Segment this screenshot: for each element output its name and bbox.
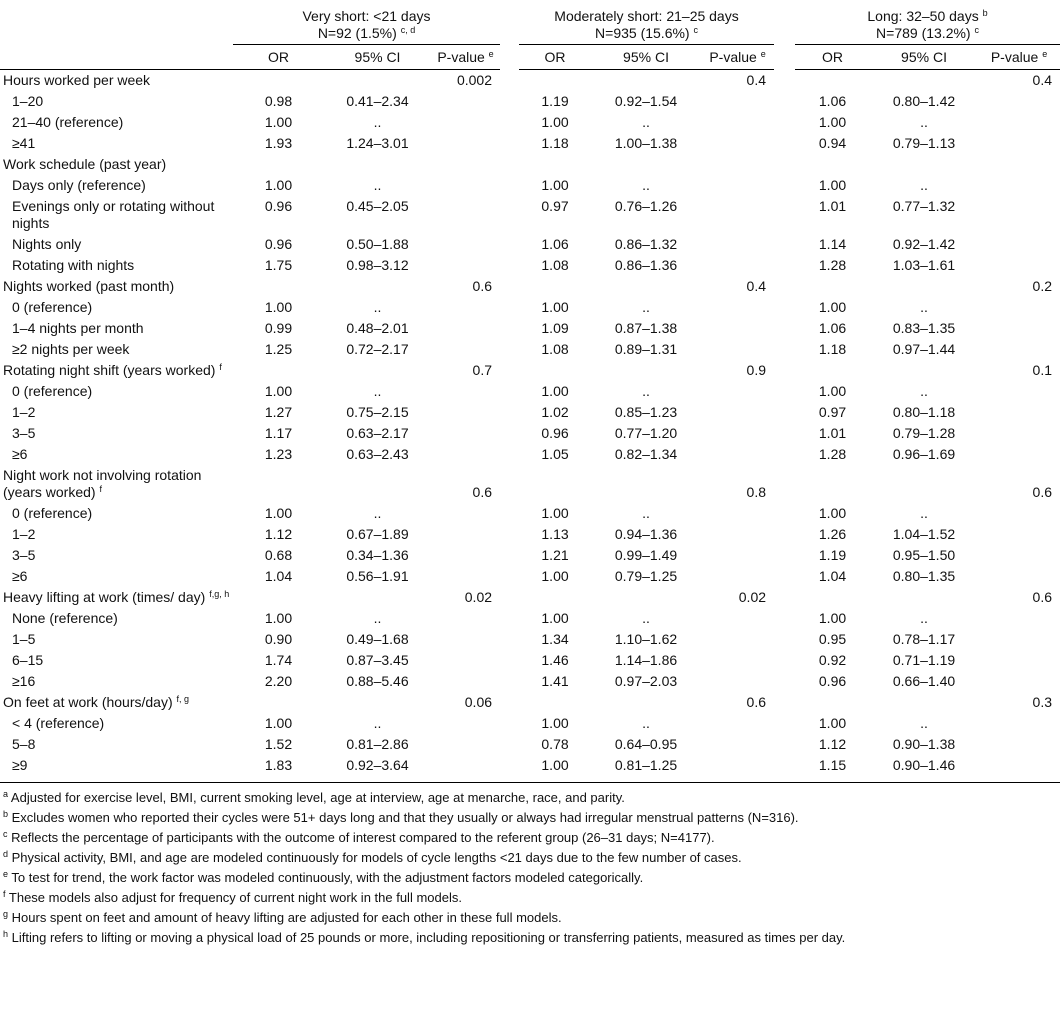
p-value-cell: 0.6 [1032, 589, 1053, 605]
p-value-cell: 0.4 [746, 72, 767, 88]
ci-cell: 1.04–1.52 [892, 526, 956, 542]
or-cell: 0.97 [818, 404, 847, 420]
or-cell: 1.28 [818, 446, 847, 462]
or-cell: 0.96 [818, 673, 847, 689]
footnote [3, 928, 1060, 948]
ci-cell: 0.87–1.38 [614, 320, 678, 336]
ci-cell: 0.79–1.28 [892, 425, 956, 441]
ci-cell: .. [373, 114, 382, 130]
ci-cell: 0.92–1.54 [614, 93, 678, 109]
ci-cell: 0.90–1.38 [892, 736, 956, 752]
or-cell: 1.05 [541, 446, 569, 462]
p-value-cell: 0.6 [1032, 484, 1053, 500]
footnote-letter: e [3, 869, 9, 879]
footnote-letter: g [3, 909, 9, 919]
table-row [0, 196, 1060, 234]
or-cell: 1.15 [818, 757, 847, 773]
col-header-or: OR [233, 45, 324, 70]
table-row [0, 381, 1060, 402]
table-row [0, 423, 1060, 444]
ci-cell: 0.66–1.40 [892, 673, 956, 689]
table-row [0, 91, 1060, 112]
or-cell: 1.06 [818, 93, 847, 109]
or-cell: 1.00 [541, 114, 569, 130]
ci-cell: 0.45–2.05 [346, 198, 409, 214]
ci-cell: .. [642, 505, 650, 521]
ci-cell: 0.92–3.64 [346, 757, 409, 773]
p-value-cell [701, 154, 774, 175]
ci-cell: 0.96–1.69 [892, 446, 956, 462]
or-cell: 1.01 [818, 425, 847, 441]
or-cell: 1.46 [541, 652, 569, 668]
row-label: 1–20 [12, 93, 44, 109]
footnote [3, 848, 1060, 868]
or-cell: 1.18 [541, 135, 569, 151]
table-row [0, 608, 1060, 629]
ci-cell: .. [373, 383, 382, 399]
or-cell: 2.20 [264, 673, 293, 689]
ci-cell: 0.95–1.50 [892, 547, 956, 563]
table-row [0, 175, 1060, 196]
row-label: ≥6 [12, 568, 28, 584]
footnote-letter: b [3, 809, 9, 819]
p-value-cell: 0.002 [456, 72, 493, 88]
or-cell: 1.00 [264, 715, 293, 731]
or-cell: 1.00 [541, 715, 569, 731]
or-cell: 1.12 [818, 736, 847, 752]
group-n-footnote-mark: c [693, 25, 698, 35]
category-row [0, 276, 1060, 297]
footnote-text: To test for trend, the work factor was modeled continuously, with the adjustment factors modeled categorically. [11, 870, 644, 885]
col-header-ci: 95% CI [591, 45, 701, 70]
or-cell: 1.74 [264, 652, 293, 668]
p-value-cell: 0.6 [746, 694, 767, 710]
table-row [0, 255, 1060, 276]
table-row [0, 297, 1060, 318]
category-row [0, 465, 1060, 503]
category-label: Rotating night shift (years worked) $^f$ [3, 362, 222, 378]
ci-cell: 0.78–1.17 [892, 631, 956, 647]
footnote-text: Hours spent on feet and amount of heavy lifting are adjusted for each other in these full models. [11, 910, 562, 925]
ci-cell: .. [642, 114, 650, 130]
or-cell: 1.04 [818, 568, 847, 584]
or-cell: 1.12 [264, 526, 293, 542]
row-label: 0 (reference) [12, 505, 93, 521]
footnote-letter: h [3, 929, 9, 939]
ci-cell: .. [920, 383, 928, 399]
col-header-ci: 95% CI [870, 45, 978, 70]
footnote-text: Excludes women who reported their cycles were 51+ days long and that they usually or always had irregular menstrual patterns (N=316). [11, 810, 799, 825]
row-label: 5–8 [12, 736, 36, 752]
or-cell: 1.17 [264, 425, 293, 441]
or-cell: 1.23 [264, 446, 293, 462]
category-label: Nights worked (past month) [3, 278, 175, 294]
or-cell: 1.21 [541, 547, 569, 563]
or-cell: 0.98 [264, 93, 293, 109]
or-cell: 1.75 [264, 257, 293, 273]
or-cell: 1.00 [264, 610, 293, 626]
or-cell: 1.41 [541, 673, 569, 689]
ci-cell: 0.79–1.25 [614, 568, 678, 584]
table-row [0, 755, 1060, 780]
p-value-cell: 0.9 [746, 362, 767, 378]
ci-cell: 0.80–1.42 [892, 93, 956, 109]
or-cell: 1.00 [818, 505, 847, 521]
or-cell: 1.04 [264, 568, 293, 584]
row-label: ≥41 [12, 135, 36, 151]
group-header-blank [0, 8, 233, 45]
ci-cell: .. [642, 383, 650, 399]
footnote-mark: f,g, h [209, 589, 230, 599]
p-value-cell: 0.4 [1032, 72, 1053, 88]
ci-cell: 0.83–1.35 [892, 320, 956, 336]
group-n-footnote-mark: c, d [400, 25, 416, 35]
p-value-cell [431, 154, 500, 175]
table-row [0, 671, 1060, 692]
row-label: ≥2 nights per week [12, 341, 130, 357]
p-value-cell: 0.02 [738, 589, 767, 605]
or-cell: 1.06 [818, 320, 847, 336]
ci-cell: .. [920, 114, 928, 130]
footnote-letter: d [3, 849, 9, 859]
footnote [3, 788, 1060, 808]
or-cell: 1.28 [818, 257, 847, 273]
or-cell: 0.96 [264, 236, 293, 252]
ci-cell: 0.99–1.49 [614, 547, 678, 563]
row-label: Rotating with nights [12, 257, 135, 273]
col-header-or: OR [795, 45, 870, 70]
p-value-cell: 0.8 [746, 484, 767, 500]
or-cell: 1.19 [818, 547, 847, 563]
ci-cell: 0.49–1.68 [346, 631, 409, 647]
group-title: Moderately short: 21–25 days [554, 8, 739, 24]
ci-cell: .. [642, 299, 650, 315]
category-label: Night work not involving rotation (years worked) $^f$ [3, 467, 202, 500]
or-cell: 1.00 [541, 757, 569, 773]
or-cell: 1.14 [818, 236, 847, 252]
or-cell: 1.00 [541, 299, 569, 315]
ci-cell: 0.41–2.34 [346, 93, 409, 109]
ci-cell: 1.00–1.38 [614, 135, 678, 151]
ci-cell: 0.82–1.34 [614, 446, 678, 462]
row-label: 21–40 (reference) [12, 114, 124, 130]
or-cell: 0.78 [541, 736, 569, 752]
p-value-cell: 0.6 [472, 278, 493, 294]
ci-cell: 0.92–1.42 [892, 236, 956, 252]
ci-cell: .. [920, 177, 928, 193]
group-title: Very short: <21 days [302, 8, 431, 24]
ci-cell: 0.80–1.18 [892, 404, 956, 420]
group-header-moderately-short [519, 8, 774, 45]
ci-cell: 0.64–0.95 [614, 736, 678, 752]
p-value-cell: 0.2 [1032, 278, 1053, 294]
row-label: 1–2 [12, 404, 36, 420]
row-label: 1–2 [12, 526, 36, 542]
or-cell: 1.18 [818, 341, 847, 357]
p-value-cell: 0.06 [464, 694, 493, 710]
ci-cell: 0.90–1.46 [892, 757, 956, 773]
or-cell: 0.96 [264, 198, 293, 214]
row-label: < 4 (reference) [12, 715, 105, 731]
or-cell: 0.96 [541, 425, 569, 441]
table-row [0, 545, 1060, 566]
row-label: 0 (reference) [12, 383, 93, 399]
category-label: Hours worked per week [3, 72, 151, 88]
or-cell: 0.99 [264, 320, 293, 336]
ci-cell: .. [920, 610, 928, 626]
table-body [0, 70, 1060, 781]
table-row [0, 503, 1060, 524]
or-cell: 0.97 [541, 198, 569, 214]
ci-cell: 0.80–1.35 [892, 568, 956, 584]
ci-cell: 0.81–1.25 [614, 757, 678, 773]
or-cell: 1.00 [818, 383, 847, 399]
col-header-or: OR [519, 45, 591, 70]
or-cell: 1.06 [541, 236, 569, 252]
ci-cell: 0.34–1.36 [346, 547, 409, 563]
ci-cell: 0.77–1.32 [892, 198, 956, 214]
or-cell: 1.01 [818, 198, 847, 214]
table-row [0, 566, 1060, 587]
or-cell: 1.52 [264, 736, 293, 752]
table-row [0, 234, 1060, 255]
table-row [0, 133, 1060, 154]
p-value-cell: 0.4 [746, 278, 767, 294]
table-row [0, 339, 1060, 360]
or-cell: 1.00 [264, 505, 293, 521]
ci-cell: 0.94–1.36 [614, 526, 678, 542]
row-label: 1–5 [12, 631, 36, 647]
category-row [0, 587, 1060, 608]
or-cell: 1.13 [541, 526, 569, 542]
footnote-text: Reflects the percentage of participants with the outcome of interest compared to the referent group (26–31 days; N=4177). [11, 830, 715, 845]
footnote-text: Physical activity, BMI, and age are modeled continuously for models of cycle lengths <21 days due to the few number of cases. [11, 850, 742, 865]
or-cell: 1.93 [264, 135, 293, 151]
ci-cell: 0.97–2.03 [614, 673, 678, 689]
or-cell: 1.09 [541, 320, 569, 336]
ci-cell: .. [920, 715, 928, 731]
or-cell: 1.00 [541, 505, 569, 521]
ci-cell: 0.75–2.15 [346, 404, 409, 420]
or-cell: 1.19 [541, 93, 569, 109]
ci-cell: 0.63–2.17 [346, 425, 409, 441]
group-n: N=935 (15.6%) [595, 25, 690, 41]
or-cell: 1.08 [541, 341, 569, 357]
or-cell: 1.00 [541, 610, 569, 626]
or-cell: 0.68 [264, 547, 293, 563]
col-header-p: P-value $^e$ [978, 45, 1060, 70]
category-row [0, 154, 1060, 175]
ci-cell: 0.81–2.86 [346, 736, 409, 752]
category-label: On feet at work (hours/day) $^{f, g}$ [3, 694, 190, 710]
ci-cell: 0.76–1.26 [614, 198, 678, 214]
group-header-long [795, 8, 1060, 45]
or-cell: 1.25 [264, 341, 293, 357]
ci-cell: .. [373, 610, 382, 626]
or-cell: 1.83 [264, 757, 293, 773]
or-cell: 1.00 [818, 715, 847, 731]
col-header-ci: 95% CI [324, 45, 431, 70]
ci-cell: 0.98–3.12 [346, 257, 409, 273]
row-label: Nights only [12, 236, 82, 252]
ci-cell: .. [373, 177, 382, 193]
results-table [0, 8, 1060, 780]
p-value-cell: 0.02 [464, 589, 493, 605]
ci-cell: 0.86–1.32 [614, 236, 678, 252]
ci-cell: 0.85–1.23 [614, 404, 678, 420]
group-n: N=789 (13.2%) [876, 25, 971, 41]
row-label: ≥6 [12, 446, 28, 462]
table-row [0, 318, 1060, 339]
row-label: Days only (reference) [12, 177, 146, 193]
table-row [0, 402, 1060, 423]
ci-cell: 1.03–1.61 [892, 257, 956, 273]
ci-cell: 0.87–3.45 [346, 652, 409, 668]
row-label: ≥9 [12, 757, 28, 773]
ci-cell: .. [920, 505, 928, 521]
or-cell: 1.34 [541, 631, 569, 647]
row-label: 1–4 nights per month [12, 320, 144, 336]
row-label: ≥16 [12, 673, 36, 689]
or-cell: 0.94 [818, 135, 847, 151]
ci-cell: 0.50–1.88 [346, 236, 409, 252]
or-cell: 1.00 [818, 299, 847, 315]
ci-cell: 1.10–1.62 [614, 631, 678, 647]
col-header-p: P-value $^e$ [701, 45, 774, 70]
group-n-footnote-mark: c [974, 25, 979, 35]
or-cell: 1.00 [818, 177, 847, 193]
ci-cell: 0.86–1.36 [614, 257, 678, 273]
ci-cell: .. [642, 610, 650, 626]
row-label: 6–15 [12, 652, 44, 668]
ci-cell: .. [642, 715, 650, 731]
category-label: Heavy lifting at work (times/ day) $^{f,g, h}$ [3, 589, 230, 605]
footnote-text: These models also adjust for frequency of current night work in the full models. [8, 890, 462, 905]
row-label: Evenings only or rotating without nights [12, 198, 215, 231]
category-row [0, 70, 1060, 92]
table-row [0, 629, 1060, 650]
ci-cell: 1.24–3.01 [346, 135, 409, 151]
table-row [0, 112, 1060, 133]
group-header-row [0, 8, 1060, 45]
ci-cell: 0.71–1.19 [892, 652, 956, 668]
footnote-mark: f [99, 484, 102, 494]
ci-cell: .. [373, 299, 382, 315]
or-cell: 1.00 [264, 383, 293, 399]
p-value-cell: 0.7 [472, 362, 493, 378]
table-row [0, 650, 1060, 671]
row-label: 3–5 [12, 547, 36, 563]
ci-cell: .. [920, 299, 928, 315]
footnotes [0, 782, 1060, 948]
row-label: 3–5 [12, 425, 36, 441]
or-cell: 1.27 [264, 404, 293, 420]
footnote [3, 808, 1060, 828]
or-cell: 1.26 [818, 526, 847, 542]
ci-cell: 0.88–5.46 [346, 673, 409, 689]
footnote-mark: f, g [176, 694, 190, 704]
p-value-cell: 0.3 [1032, 694, 1053, 710]
table-row [0, 444, 1060, 465]
or-cell: 0.92 [818, 652, 847, 668]
category-label: Work schedule (past year) [3, 156, 167, 172]
footnote [3, 828, 1060, 848]
p-value-cell [978, 154, 1060, 175]
ci-cell: 0.67–1.89 [346, 526, 409, 542]
footnote-letter: a [3, 789, 9, 799]
footnote [3, 888, 1060, 908]
or-cell: 1.02 [541, 404, 569, 420]
footnote-text: Adjusted for exercise level, BMI, current smoking level, age at interview, age at menarche, race, and parity. [10, 790, 625, 805]
group-title-footnote-mark: b [982, 8, 988, 18]
p-value-cell: 0.1 [1032, 362, 1053, 378]
or-cell: 0.90 [264, 631, 293, 647]
or-cell: 1.00 [264, 114, 293, 130]
ci-cell: .. [642, 177, 650, 193]
footnote-letter: c [3, 829, 8, 839]
ci-cell: 0.77–1.20 [614, 425, 678, 441]
ci-cell: 0.56–1.91 [346, 568, 409, 584]
or-cell: 1.00 [264, 299, 293, 315]
ci-cell: 0.97–1.44 [892, 341, 956, 357]
table-row [0, 524, 1060, 545]
footnote-letter: f [3, 889, 6, 899]
ci-cell: 0.63–2.43 [346, 446, 409, 462]
ci-cell: .. [373, 505, 382, 521]
footnote-text: Lifting refers to lifting or moving a physical load of 25 pounds or more, including repositioning or transferring patients, measured as times per day. [11, 930, 846, 945]
col-header-p: P-value $^e$ [431, 45, 500, 70]
table-row [0, 713, 1060, 734]
or-cell: 1.00 [818, 114, 847, 130]
p-value-cell: 0.6 [472, 484, 493, 500]
or-cell: 1.00 [264, 177, 293, 193]
group-header-very-short [233, 8, 500, 45]
or-cell: 0.95 [818, 631, 847, 647]
category-row [0, 360, 1060, 381]
table-row [0, 734, 1060, 755]
footnote-mark: f [219, 362, 222, 372]
or-cell: 1.00 [541, 568, 569, 584]
footnote [3, 868, 1060, 888]
row-label: None (reference) [12, 610, 118, 626]
row-label: 0 (reference) [12, 299, 93, 315]
ci-cell: 1.14–1.86 [614, 652, 678, 668]
ci-cell: 0.89–1.31 [614, 341, 678, 357]
group-n: N=92 (1.5%) [317, 25, 397, 41]
ci-cell: .. [373, 715, 382, 731]
group-title: Long: 32–50 days [867, 8, 979, 24]
ci-cell: 0.79–1.13 [892, 135, 956, 151]
or-cell: 1.00 [818, 610, 847, 626]
or-cell: 1.00 [541, 383, 569, 399]
category-row [0, 692, 1060, 713]
or-cell: 1.08 [541, 257, 569, 273]
or-cell: 1.00 [541, 177, 569, 193]
footnote [3, 908, 1060, 928]
subheader-row [0, 45, 1060, 70]
ci-cell: 0.72–2.17 [346, 341, 409, 357]
ci-cell: 0.48–2.01 [346, 320, 409, 336]
